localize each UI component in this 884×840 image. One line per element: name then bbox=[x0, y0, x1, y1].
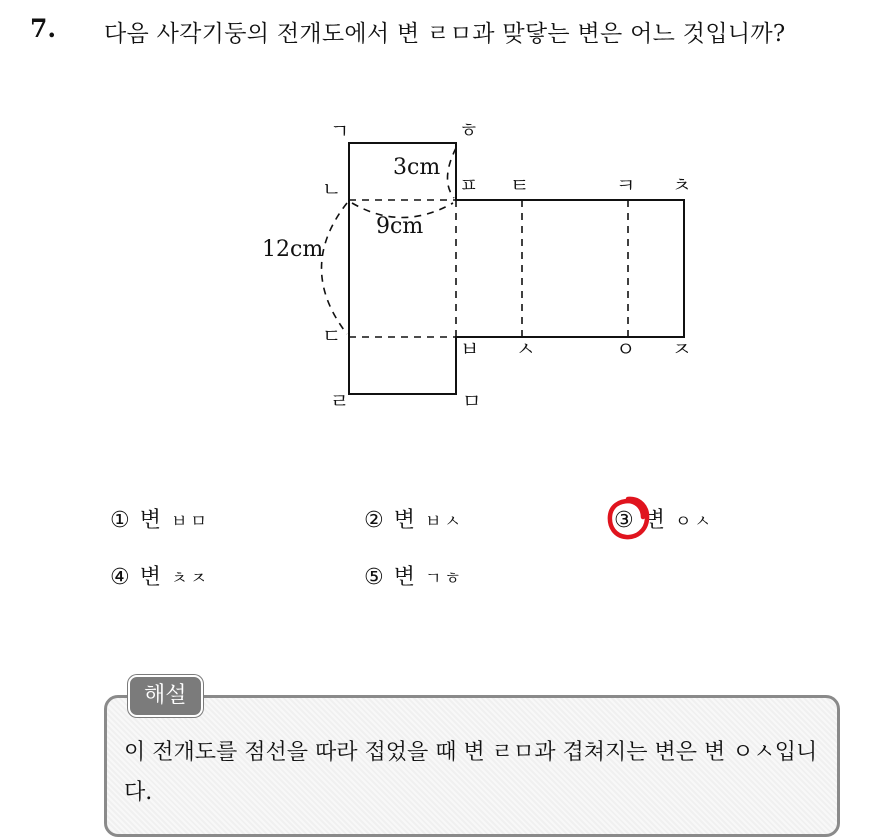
dimension-arc-12cm bbox=[322, 203, 348, 334]
dimension-top: 3cm bbox=[393, 155, 441, 180]
dimension-width: 9cm bbox=[376, 214, 424, 239]
option-4-edge: ㅊㅈ bbox=[171, 569, 210, 589]
option-1-edge: ㅂㅁ bbox=[171, 512, 210, 532]
label-ch: ㅊ bbox=[672, 173, 692, 197]
label-d: ㄷ bbox=[322, 324, 342, 348]
question-number: 7. bbox=[30, 14, 57, 43]
option-3-edge: ㅇㅅ bbox=[675, 512, 714, 532]
dimension-height: 12cm bbox=[262, 237, 324, 262]
option-1[interactable] bbox=[110, 503, 210, 534]
option-2-edge: ㅂㅅ bbox=[425, 512, 464, 532]
explanation-tab: 해설 bbox=[128, 675, 203, 717]
label-m: ㅁ bbox=[462, 389, 482, 413]
option-1-number: ① bbox=[110, 508, 130, 533]
label-o: ㅇ bbox=[616, 337, 636, 361]
dimension-arc-3cm bbox=[447, 148, 456, 198]
option-5-word: 변 bbox=[393, 565, 415, 590]
question-text: 다음 사각기둥의 전개도에서 변 ㄹㅁ과 맞닿는 변은 어느 것입니까? bbox=[104, 21, 786, 47]
option-4[interactable] bbox=[110, 560, 210, 591]
option-5-number: ⑤ bbox=[364, 565, 384, 590]
option-4-number: ④ bbox=[110, 565, 130, 590]
option-2[interactable] bbox=[364, 503, 464, 534]
label-h: ㅎ bbox=[459, 118, 479, 142]
label-k: ㅋ bbox=[616, 173, 636, 197]
explanation-text: 이 전개도를 점선을 따라 접었을 때 변 ㄹㅁ과 겹쳐지는 변은 변 ㅇㅅ입니다. bbox=[124, 740, 818, 805]
label-b: ㅂ bbox=[460, 337, 480, 361]
option-5[interactable] bbox=[364, 560, 464, 591]
label-p: ㅍ bbox=[459, 173, 479, 197]
label-s: ㅅ bbox=[516, 337, 536, 361]
label-t: ㅌ bbox=[510, 173, 530, 197]
label-r: ㄹ bbox=[330, 389, 350, 413]
option-5-edge: ㄱㅎ bbox=[425, 569, 464, 589]
option-3-word: 변 bbox=[643, 508, 665, 533]
answer-circle-icon bbox=[605, 495, 651, 541]
option-4-word: 변 bbox=[139, 565, 161, 590]
option-1-word: 변 bbox=[139, 508, 161, 533]
option-2-number: ② bbox=[364, 508, 384, 533]
option-2-word: 변 bbox=[393, 508, 415, 533]
label-n: ㄴ bbox=[322, 177, 342, 201]
label-g: ㄱ bbox=[330, 119, 350, 143]
option-3-number: ③ bbox=[614, 508, 634, 533]
label-j: ㅈ bbox=[672, 337, 692, 361]
